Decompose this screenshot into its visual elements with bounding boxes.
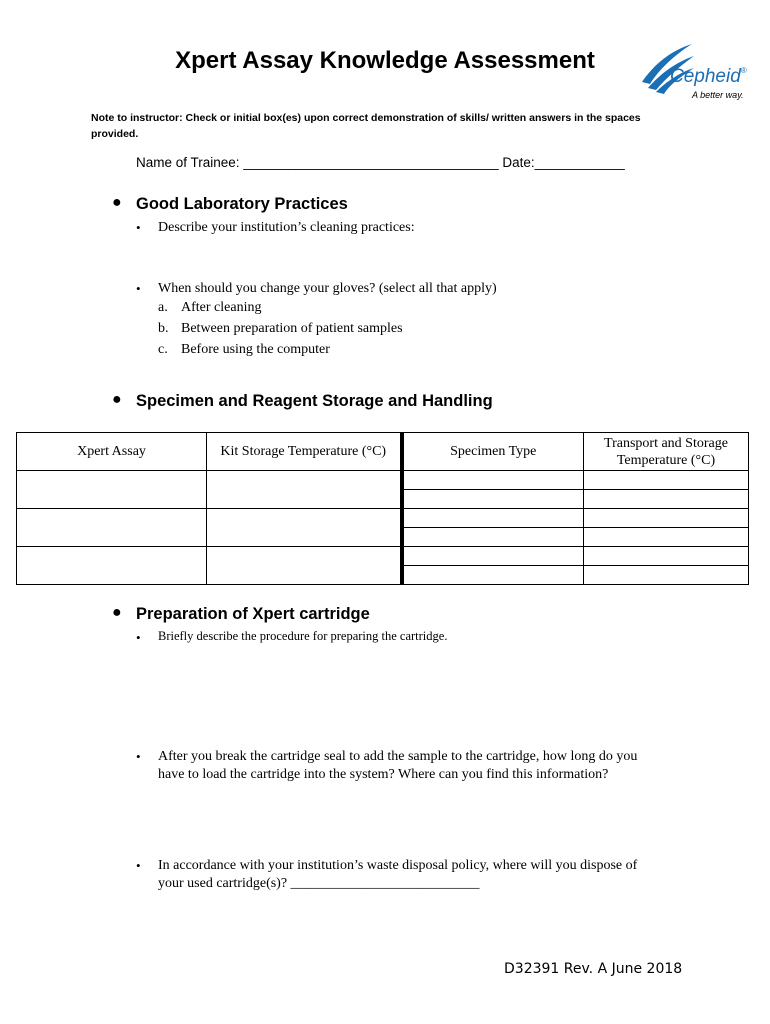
- table-row: [17, 509, 749, 528]
- storage-table: [16, 432, 749, 585]
- header-specimen-type: Specimen Type: [402, 433, 584, 471]
- assay-cell[interactable]: [17, 471, 207, 509]
- option-letter: c.: [158, 342, 168, 357]
- specimen-cell[interactable]: [402, 490, 584, 509]
- trainee-line: [136, 155, 625, 170]
- assay-cell[interactable]: [17, 547, 207, 585]
- question-change-gloves: When should you change your gloves? (select all that apply): [158, 281, 497, 296]
- section-title-storage: Specimen and Reagent Storage and Handling: [136, 392, 493, 410]
- transport-temp-cell[interactable]: [584, 490, 749, 509]
- transport-temp-cell[interactable]: [584, 509, 749, 528]
- specimen-cell[interactable]: [402, 471, 584, 490]
- transport-temp-cell[interactable]: [584, 471, 749, 490]
- option-text: Before using the computer: [181, 342, 330, 357]
- question-cleaning-practices: Describe your institution’s cleaning practices:: [158, 220, 415, 235]
- kit-temp-cell[interactable]: [207, 509, 402, 547]
- transport-temp-cell[interactable]: [584, 566, 749, 585]
- section-title-glp: Good Laboratory Practices: [136, 195, 348, 213]
- kit-temp-cell[interactable]: [207, 547, 402, 585]
- item-bullet: •: [136, 749, 141, 764]
- glove-option-a[interactable]: [158, 300, 262, 316]
- kit-temp-cell[interactable]: [207, 471, 402, 509]
- section-title-cartridge: Preparation of Xpert cartridge: [136, 605, 370, 623]
- header-xpert-assay: Xpert Assay: [17, 433, 207, 471]
- trainee-name-label: Name of Trainee:: [136, 155, 240, 170]
- header-kit-storage-temp: Kit Storage Temperature (°C): [207, 433, 402, 471]
- date-field[interactable]: ____________: [534, 155, 625, 170]
- glove-option-b[interactable]: [158, 321, 403, 337]
- cepheid-logo: [636, 38, 754, 104]
- logo-registered: ®: [740, 66, 747, 75]
- item-bullet: •: [136, 220, 141, 235]
- date-label: Date:: [502, 155, 535, 170]
- question-cartridge-procedure: Briefly describe the procedure for preparing the cartridge.: [158, 629, 448, 643]
- specimen-cell[interactable]: [402, 566, 584, 585]
- assay-cell[interactable]: [17, 509, 207, 547]
- item-bullet: •: [136, 630, 141, 645]
- trainee-name-field[interactable]: __________________________________: [243, 155, 499, 170]
- transport-temp-cell[interactable]: [584, 528, 749, 547]
- table-row: [17, 547, 749, 566]
- page-title: Xpert Assay Knowledge Assessment: [175, 47, 595, 74]
- specimen-cell[interactable]: [402, 528, 584, 547]
- table-header-row: [17, 433, 749, 471]
- question-line: After you break the cartridge seal to add the sample to the cartridge, how long do you: [158, 749, 638, 764]
- section-bullet: ●: [112, 604, 122, 621]
- option-letter: a.: [158, 300, 168, 315]
- logo-tagline: A better way.: [692, 90, 744, 100]
- question-load-time: [158, 747, 637, 785]
- option-letter: b.: [158, 321, 169, 336]
- header-transport-storage-temp: Transport and Storage Temperature (°C): [584, 433, 749, 471]
- table-row: [17, 471, 749, 490]
- item-bullet: •: [136, 281, 141, 296]
- question-line: In accordance with your institution’s waste disposal policy, where will you dispose of: [158, 858, 638, 873]
- item-bullet: •: [136, 858, 141, 873]
- section-bullet: ●: [112, 391, 122, 408]
- section-bullet: ●: [112, 194, 122, 211]
- transport-temp-cell[interactable]: [584, 547, 749, 566]
- question-line[interactable]: your used cartridge(s)? ___________________________: [158, 876, 480, 891]
- glove-option-c[interactable]: [158, 342, 330, 358]
- document-footer: D32391 Rev. A June 2018: [504, 961, 683, 977]
- specimen-cell[interactable]: [402, 509, 584, 528]
- logo-brand: Cepheid: [670, 66, 741, 87]
- question-waste-disposal: [158, 856, 637, 894]
- option-text: After cleaning: [181, 300, 262, 315]
- option-text: Between preparation of patient samples: [181, 321, 403, 336]
- question-line: have to load the cartridge into the system? Where can you find this information?: [158, 767, 609, 782]
- specimen-cell[interactable]: [402, 547, 584, 566]
- instructor-note: Note to instructor: Check or initial box(es) upon correct demonstration of skills/ written answers in the spaces provided.: [91, 112, 641, 140]
